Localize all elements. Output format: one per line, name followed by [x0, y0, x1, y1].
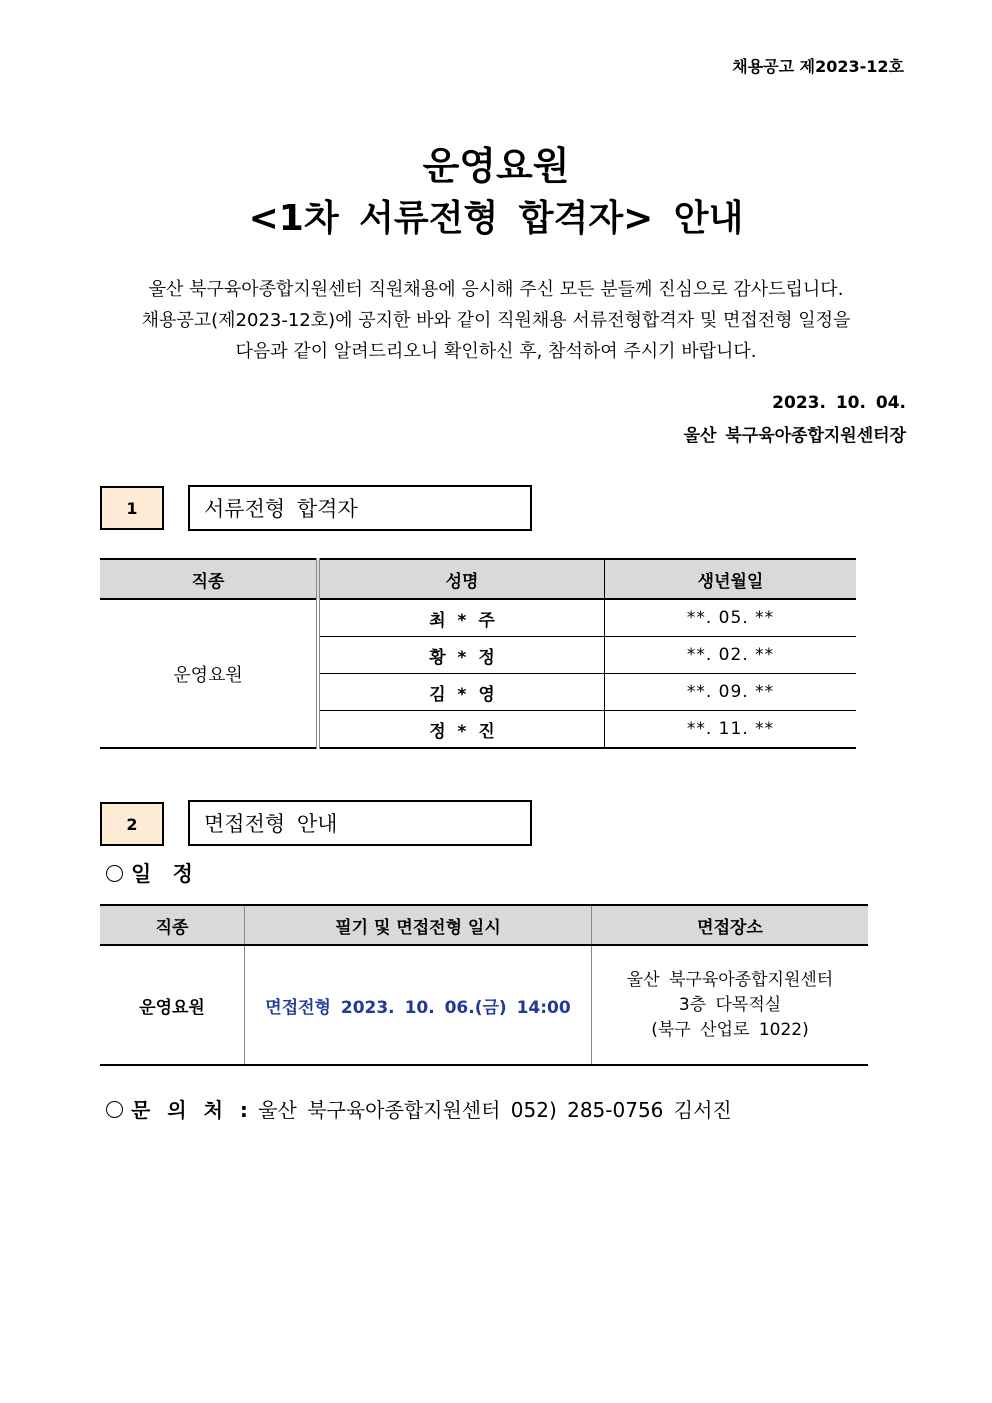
name-cell: 최 * 주	[318, 599, 605, 637]
page-subtitle: <1차 서류전형 합격자> 안내	[248, 198, 744, 239]
contact-value: 울산 북구육아종합지원센터 052) 285-0756 김서진	[258, 1098, 732, 1122]
name-cell: 황 * 정	[318, 637, 605, 674]
section-2-title: 면접전형 안내	[188, 800, 532, 846]
circle-bullet-icon	[106, 1101, 123, 1118]
contact-label: 문 의 처 :	[131, 1098, 248, 1122]
job-cell: 운영요원	[100, 945, 245, 1065]
section-2-number: 2	[100, 802, 164, 846]
birth-cell: **. 02. **	[605, 637, 857, 674]
table-row	[100, 599, 856, 637]
datetime-cell: 면접전형 2023. 10. 06.(금) 14:00	[245, 945, 592, 1065]
issue-date: 2023. 10. 04.	[772, 393, 906, 413]
place-line-2: 3층 다목적실	[678, 994, 782, 1015]
intro-line-2: 채용공고(제2023-12호)에 공지한 바와 같이 직원채용 서류전형합격자 및 면접전형 일정을	[141, 310, 851, 331]
table-header-row	[100, 905, 868, 945]
table-header-row	[100, 559, 856, 599]
birth-cell: **. 09. **	[605, 674, 857, 711]
job-cell: 운영요원	[100, 599, 318, 748]
name-cell: 정 * 진	[318, 711, 605, 749]
intro-line-1: 울산 북구육아종합지원센터 직원채용에 응시해 주신 모든 분들께 진심으로 감사드립니다.	[148, 279, 844, 300]
notice-number: 채용공고 제2023-12호	[732, 57, 904, 76]
birth-cell: **. 05. **	[605, 599, 857, 637]
page-title: 운영요원	[422, 144, 570, 188]
place-cell	[592, 945, 869, 1065]
interview-table	[100, 904, 868, 1066]
col-header-job: 직종	[100, 905, 245, 945]
col-header-birth: 생년월일	[605, 559, 857, 599]
place-line-1: 울산 북구육아종합지원센터	[626, 969, 834, 990]
schedule-label: 일 정	[131, 862, 193, 886]
schedule-heading	[106, 858, 193, 888]
section-1-number: 1	[100, 486, 164, 530]
circle-bullet-icon	[106, 865, 123, 882]
name-cell: 김 * 영	[318, 674, 605, 711]
col-header-place: 면접장소	[592, 905, 869, 945]
table-row	[100, 945, 868, 1065]
issuer-org: 울산 북구육아종합지원센터장	[683, 426, 906, 446]
intro-line-3: 다음과 같이 알려드리오니 확인하신 후, 참석하여 주시기 바랍니다.	[235, 341, 757, 362]
section-1-title: 서류전형 합격자	[188, 485, 532, 531]
passers-table	[100, 558, 856, 749]
col-header-datetime: 필기 및 면접전형 일시	[245, 905, 592, 945]
intro-paragraph	[120, 274, 872, 367]
contact-line	[106, 1094, 732, 1123]
col-header-job: 직종	[100, 559, 318, 599]
birth-cell: **. 11. **	[605, 711, 857, 749]
place-line-3: (북구 산업로 1022)	[651, 1019, 809, 1040]
col-header-name: 성명	[318, 559, 605, 599]
